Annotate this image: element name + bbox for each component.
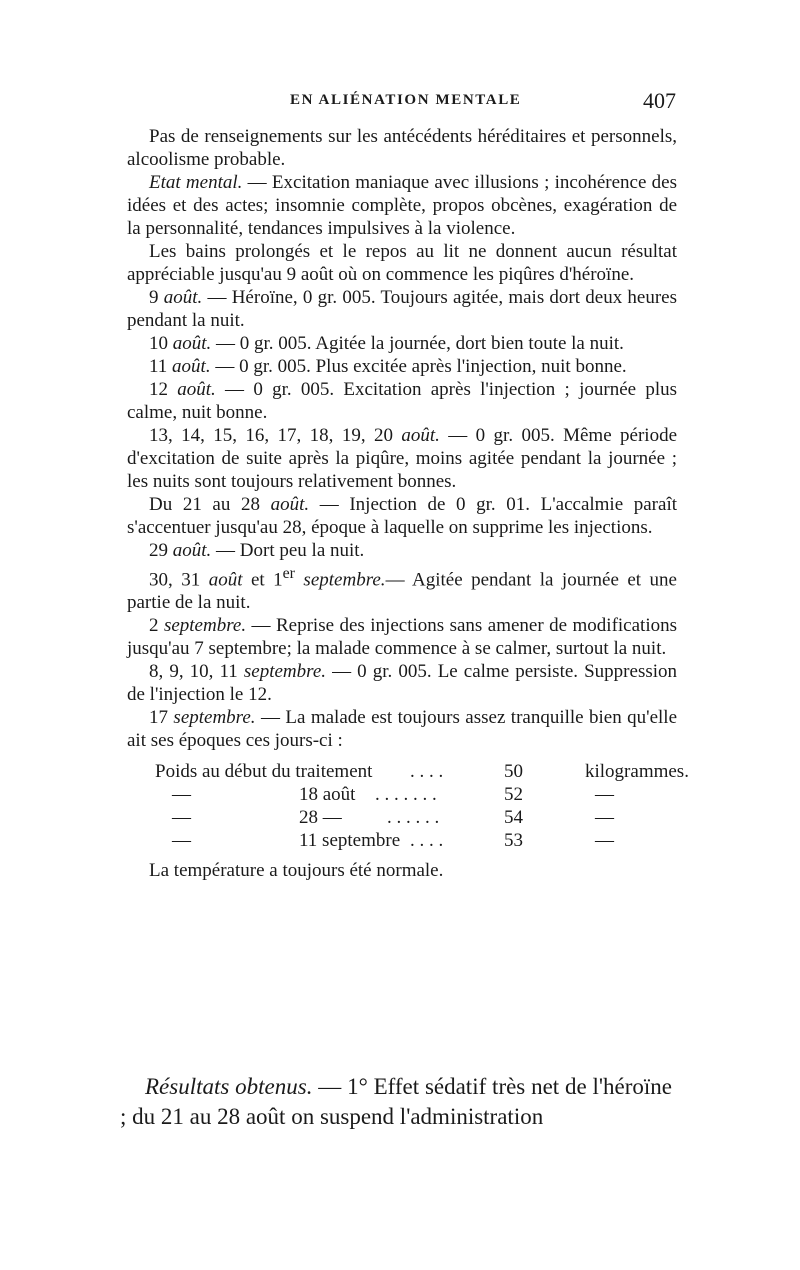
weight-row: [127, 806, 677, 829]
results-text: — 1° Effet sédatif très net de l'héroïne ; du 21 au 28 août on suspend l'administration: [120, 1074, 672, 1129]
entry-8-11-septembre: 8, 9, 10, 11 septembre. — 0 gr. 005. Le calme persiste. Suppression de l'injection le 12.: [127, 661, 678, 706]
ditto-mark: —: [595, 784, 614, 806]
paragraph-treatment: Les bains prolongés et le repos au lit ne donnent aucun résultat appréciable jusqu'au 9 août où on commence les piqûres d'héroïne.: [127, 241, 677, 285]
weight-dots: . . . . . . .: [375, 784, 437, 806]
entry-12-aout: 12 août. — 0 gr. 005. Excitation après l'injection ; journée plus calme, nuit bonne.: [127, 379, 677, 423]
weight-date: 11 septembre: [299, 830, 401, 852]
results-label: Résultats obtenus.: [145, 1074, 313, 1099]
entry-2-septembre: 2 septembre. — Reprise des injections sans amener de modifications jusqu'au 7 septembre; la malade commence à se calmer, surtout la nuit.: [127, 615, 677, 660]
paragraph-mental-state: Etat mental. — Excitation maniaque avec illusions ; incohérence des idées et des actes; insomnie complète, propos obcènes, exagération de la personnalité, tendances impulsives à la violence.: [127, 172, 677, 239]
entry-11-aout: 11 août. — 0 gr. 005. Plus excitée après l'injection, nuit bonne.: [149, 356, 627, 377]
weight-dots: . . . .: [410, 830, 444, 852]
entry-9-aout: 9 août. — Héroïne, 0 gr. 005. Toujours agitée, mais dort deux heures pendant la nuit.: [127, 287, 678, 331]
weight-row: [127, 783, 677, 806]
weight-value: 52: [504, 784, 523, 806]
ditto-mark: —: [172, 830, 191, 852]
weight-table: [127, 760, 689, 852]
weight-date: 18 août: [299, 784, 356, 806]
ditto-mark: —: [172, 784, 191, 806]
results-paragraph: [120, 1072, 672, 1132]
weight-dots: . . . .: [410, 761, 444, 783]
weight-label: Poids au début du traitement: [155, 761, 373, 783]
running-title: EN ALIÉNATION MENTALE: [290, 92, 522, 108]
weight-date: 28 —: [299, 807, 342, 829]
entry-30-31-aout: 30, 31 août et 1er septembre.— Agitée pendant la journée et une partie de la nuit.: [127, 565, 677, 614]
body-text: [127, 125, 689, 882]
ditto-mark: —: [172, 807, 191, 829]
weight-dots: . . . . . .: [387, 807, 440, 829]
weight-row: [127, 760, 689, 783]
entry-29-aout: 29 août. — Dort peu la nuit.: [149, 540, 365, 561]
weight-value: 50: [504, 761, 523, 783]
entry-10-aout: 10 août. — 0 gr. 005. Agitée la journée, dort bien toute la nuit.: [149, 333, 624, 354]
weight-row: [127, 829, 677, 852]
paragraph-antecedents: Pas de renseignements sur les antécédents héréditaires et personnels, alcoolisme probable.: [127, 126, 677, 170]
ditto-mark: —: [595, 830, 614, 852]
page-header: [0, 88, 800, 118]
entry-13-20-aout: 13, 14, 15, 16, 17, 18, 19, 20 août. — 0 gr. 005. Même période d'excitation de suite après la piqûre, moins agitée pendant la journée ; les nuits sont toujours relativement bonnes.: [127, 425, 678, 492]
weight-unit: kilogrammes.: [585, 761, 689, 783]
weight-value: 54: [504, 807, 523, 829]
page-number: 407: [643, 88, 676, 113]
ditto-mark: —: [595, 807, 614, 829]
entry-21-28-aout: Du 21 au 28 août. — Injection de 0 gr. 01. L'accalmie paraît s'accentuer jusqu'au 28, époque à laquelle on supprime les injections.: [127, 494, 678, 538]
temperature-note: La température a toujours été normale.: [149, 860, 444, 882]
entry-17-septembre: 17 septembre. — La malade est toujours assez tranquille bien qu'elle ait ses époques ces jours-ci :: [127, 707, 677, 752]
weight-value: 53: [504, 830, 523, 852]
